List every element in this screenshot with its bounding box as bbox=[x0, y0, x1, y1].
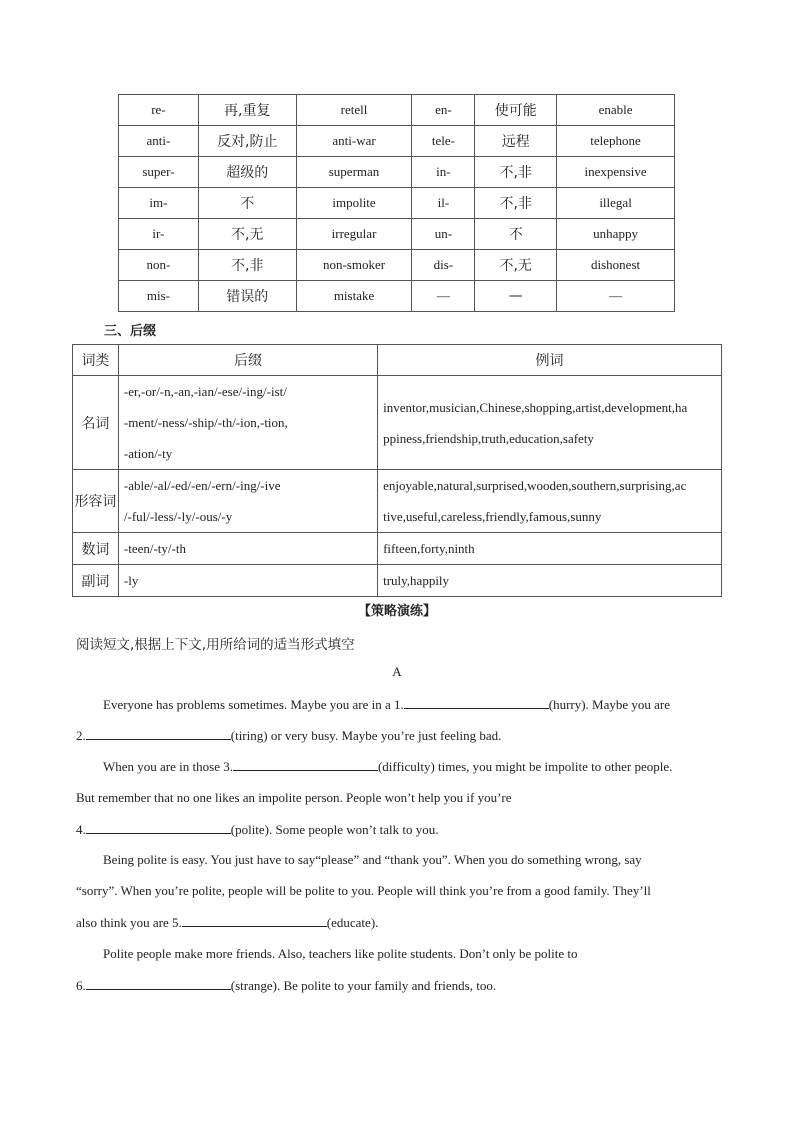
passage-label: A bbox=[392, 664, 402, 679]
passage-text: (educate). bbox=[326, 915, 379, 930]
passage-line: Polite people make more friends. Also, teachers like polite students. Don’t only be polite to bbox=[103, 946, 578, 961]
suffix-line: -teen/-ty/-th bbox=[123, 541, 186, 556]
prefix-row bbox=[119, 188, 675, 219]
suffix-line: /-ful/-less/-ly/-ous/-y bbox=[123, 509, 233, 524]
suffix-header-row bbox=[73, 345, 722, 376]
example-cell: irregular bbox=[296, 219, 412, 250]
prefix-cell: — bbox=[412, 281, 475, 312]
prefix-cell: non- bbox=[119, 250, 199, 281]
prefix-row bbox=[119, 250, 675, 281]
passage-text: (tiring) or very busy. Maybe you’re just feeling bad. bbox=[230, 728, 502, 743]
practice-instruction: 阅读短文,根据上下文,用所给词的适当形式填空 bbox=[76, 637, 355, 653]
example-words-cell bbox=[378, 565, 722, 597]
example-words-cell bbox=[378, 470, 722, 533]
meaning-cell: 使可能 bbox=[475, 95, 557, 126]
passage-line bbox=[76, 914, 378, 931]
prefix-cell: dis- bbox=[412, 250, 475, 281]
prefix-cell: im- bbox=[119, 188, 199, 219]
meaning-cell: 远程 bbox=[475, 126, 557, 157]
passage-text: 2. bbox=[76, 728, 86, 743]
prefix-cell: re- bbox=[119, 95, 199, 126]
example-cell: superman bbox=[296, 157, 412, 188]
meaning-cell: 不,无 bbox=[475, 250, 557, 281]
example-line: ppiness,friendship,truth,education,safety bbox=[383, 430, 594, 446]
passage-text: When you are in those 3. bbox=[103, 759, 233, 774]
passage-line bbox=[76, 727, 501, 744]
example-words-cell bbox=[378, 533, 722, 565]
header-example: 例词 bbox=[378, 345, 722, 376]
prefix-cell: super- bbox=[119, 157, 199, 188]
passage-text: 4. bbox=[76, 822, 86, 837]
word-class-cell: 副词 bbox=[73, 565, 119, 597]
passage-line: “sorry”. When you’re polite, people will be polite to you. People will think you’re from a good family. They’ll bbox=[76, 883, 651, 898]
practice-title: 【策略演练】 bbox=[357, 604, 436, 619]
prefix-cell: il- bbox=[412, 188, 475, 219]
example-words-cell bbox=[378, 376, 722, 470]
example-cell: dishonest bbox=[557, 250, 675, 281]
section-title-suffix: 三、后缀 bbox=[104, 324, 157, 339]
suffix-row bbox=[73, 533, 722, 565]
answer-blank-4[interactable] bbox=[86, 821, 231, 834]
meaning-cell: 超级的 bbox=[198, 157, 296, 188]
passage-text: Everyone has problems sometimes. Maybe you are in a 1. bbox=[103, 697, 404, 712]
example-cell: non-smoker bbox=[296, 250, 412, 281]
passage-line bbox=[103, 696, 670, 713]
example-cell: impolite bbox=[296, 188, 412, 219]
prefix-table bbox=[118, 94, 675, 312]
suffix-cell bbox=[118, 565, 377, 597]
example-line: fifteen,forty,ninth bbox=[383, 541, 475, 556]
prefix-cell: ir- bbox=[119, 219, 199, 250]
meaning-cell: 不,非 bbox=[475, 188, 557, 219]
suffix-row bbox=[73, 565, 722, 597]
word-class-cell: 名词 bbox=[73, 376, 119, 470]
meaning-cell: 再,重复 bbox=[198, 95, 296, 126]
passage-line: But remember that no one likes an impolite person. People won’t help you if you’re bbox=[76, 790, 512, 805]
suffix-line: -ment/-ness/-ship/-th/-ion,-tion, bbox=[123, 415, 288, 430]
meaning-cell: 不,非 bbox=[475, 157, 557, 188]
example-line: truly,happily bbox=[383, 573, 450, 588]
suffix-line: -able/-al/-ed/-en/-ern/-ing/-ive bbox=[123, 478, 281, 493]
passage-text: (strange). Be polite to your family and friends, too. bbox=[230, 978, 497, 993]
meaning-cell: — bbox=[475, 281, 557, 312]
prefix-cell: tele- bbox=[412, 126, 475, 157]
suffix-cell bbox=[118, 470, 377, 533]
suffix-table bbox=[72, 344, 722, 597]
word-class-cell: 形容词 bbox=[73, 470, 119, 533]
header-suffix: 后缀 bbox=[118, 345, 377, 376]
passage-text: also think you are 5. bbox=[76, 915, 182, 930]
word-class-cell: 数词 bbox=[73, 533, 119, 565]
answer-blank-1[interactable] bbox=[404, 696, 549, 709]
example-cell: mistake bbox=[296, 281, 412, 312]
meaning-cell: 不 bbox=[198, 188, 296, 219]
header-word-class: 词类 bbox=[73, 345, 119, 376]
answer-blank-2[interactable] bbox=[86, 727, 231, 740]
passage-line bbox=[76, 977, 496, 994]
example-cell: inexpensive bbox=[557, 157, 675, 188]
prefix-cell: in- bbox=[412, 157, 475, 188]
meaning-cell: 错误的 bbox=[198, 281, 296, 312]
example-cell: retell bbox=[296, 95, 412, 126]
answer-blank-3[interactable] bbox=[233, 758, 378, 771]
example-cell: — bbox=[557, 281, 675, 312]
meaning-cell: 不,无 bbox=[198, 219, 296, 250]
example-cell: unhappy bbox=[557, 219, 675, 250]
example-line: enjoyable,natural,surprised,wooden,southern,surprising,ac bbox=[383, 478, 687, 493]
example-cell: enable bbox=[557, 95, 675, 126]
meaning-cell: 不 bbox=[475, 219, 557, 250]
prefix-cell: mis- bbox=[119, 281, 199, 312]
prefix-cell: anti- bbox=[119, 126, 199, 157]
prefix-row bbox=[119, 219, 675, 250]
passage-line bbox=[103, 758, 672, 775]
suffix-row bbox=[73, 470, 722, 533]
example-cell: telephone bbox=[557, 126, 675, 157]
prefix-row bbox=[119, 95, 675, 126]
passage-text: (hurry). Maybe you are bbox=[548, 697, 671, 712]
passage-text: (difficulty) times, you might be impolite to other people. bbox=[377, 759, 673, 774]
example-line: inventor,musician,Chinese,shopping,artist,development,ha bbox=[383, 399, 688, 415]
meaning-cell: 不,非 bbox=[198, 250, 296, 281]
passage-text: (polite). Some people won’t talk to you. bbox=[230, 822, 439, 837]
example-cell: anti-war bbox=[296, 126, 412, 157]
suffix-line: -er,-or/-n,-an,-ian/-ese/-ing/-ist/ bbox=[123, 384, 287, 399]
answer-blank-6[interactable] bbox=[86, 977, 231, 990]
example-cell: illegal bbox=[557, 188, 675, 219]
suffix-row bbox=[73, 376, 722, 470]
passage-line: Being polite is easy. You just have to say“please” and “thank you”. When you do something wrong, say bbox=[103, 852, 642, 867]
prefix-row bbox=[119, 126, 675, 157]
prefix-row bbox=[119, 157, 675, 188]
suffix-cell bbox=[118, 533, 377, 565]
prefix-cell: en- bbox=[412, 95, 475, 126]
example-line: tive,useful,careless,friendly,famous,sunny bbox=[383, 509, 602, 524]
passage-line bbox=[76, 821, 438, 838]
passage-text: 6. bbox=[76, 978, 86, 993]
prefix-cell: un- bbox=[412, 219, 475, 250]
meaning-cell: 反对,防止 bbox=[198, 126, 296, 157]
prefix-row bbox=[119, 281, 675, 312]
suffix-cell bbox=[118, 376, 377, 470]
suffix-line: -ation/-ty bbox=[123, 446, 173, 461]
answer-blank-5[interactable] bbox=[182, 914, 327, 927]
suffix-line: -ly bbox=[123, 573, 139, 588]
